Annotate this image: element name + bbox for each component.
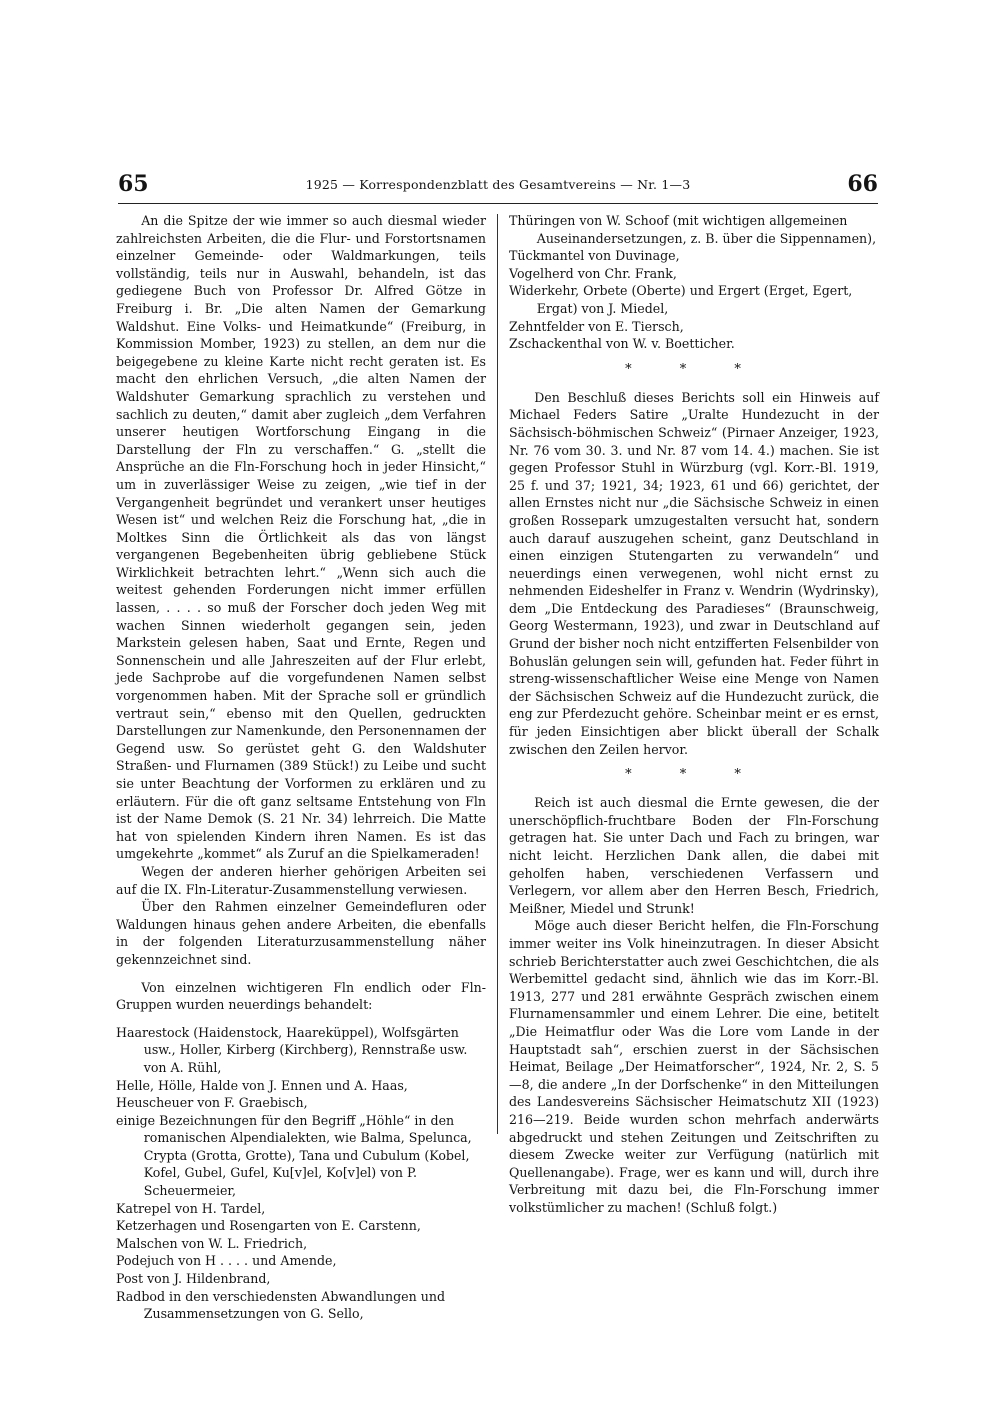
paragraph: Den Beschluß dieses Berichts soll ein Hinweis auf Michael Feders Satire „Uralte Hundezucht in der Sächsisch-böhmischen Schweiz“ (Pirnaer Anzeiger, 1923, Nr. 76 vom 30. 3. und Nr. 87 vom 14. 4.) machen. Sie ist gegen Professor Stuhl in Würzburg (vgl. Korr.-Bl. 1919, 25 f. und 37; 1921, 34; 1923, 61 und 66) gerichtet, der allen Ernstes nicht nur „die Sächsische Schweiz in einen großen Rossepark umzugestalten versucht hat, sondern auch darauf auszugehen scheint, ganz Deutschland in einen einzigen Stutengarten zu verwandeln“ und neuerdings einen verwegenen, wohl nicht ernst zu nehmenden Eideshelfer in Franz v. Wendrin (Wydrinsky), dem „Die Entdeckung des Paradieses“ (Braunschweig, Georg Westermann, 1923), und zwar in Deutschland auf Grund der bisher noch nicht entzifferten Felsenbilder von Bohuslän gelungen sein will, gefunden hat. Feder führt in streng-wissenschaftlicher Weise eine Menge von Namen der Sächsischen Schweiz auf die Hundezucht zurück, die eng zur Pferdezucht gehöre. Scheinbar meint er es ernst, für jeden Einsichtigen aber blickt überall der Schalk zwischen den Zeilen hervor. [509,389,879,757]
paragraph: Reich ist auch diesmal die Ernte gewesen, die der unerschöpflich-fruchtbare Boden der Fln-Forschung getragen hat. Sie unter Dach und Fach zu bringen, war nicht leicht. Herzlichen Dank allen, die dabei mit geholfen haben, verschiedenen Verfassern und Verlegern, vor allem aber den Herren Besch, Friedrich, Meißner, Miedel und Strunk! [509,795,879,916]
left-column [116,212,486,1323]
list-item: Radbod in den verschiedensten Abwandlungen und Zusammensetzungen von G. Sello, [116,1288,446,1322]
list-item: Ketzerhagen und Rosengarten von E. Carstenn, [116,1218,421,1234]
list-item: Heuscheuer von F. Graebisch, [116,1095,308,1111]
paragraph: An die Spitze der wie immer so auch diesmal wieder zahlreichsten Arbeiten, die die Flur- und Forstortsnamen einzelner Gemeinde- oder Waldmarkungen, teils vollständig, teils nur in Auswahl, behandeln, ist das gediegene Buch von Professor Dr. Alfred Götze in Freiburg i. Br. „Die alten Namen der Gemarkung Waldshut. Eine Volks- und Heimatkunde“ (Freiburg, in Kommission Momber, 1923) zu stellen, an dem nur die beigegebene zu kleine Karte nicht recht geraten ist. Es macht den ehrlichen Versuch, „die alten Namen der Waldshuter Gemarkung sprachlich zu verstehen und sachlich zu deuten,“ damit aber zugleich „dem Verfahren unserer heutigen Wortforschung Eingang in die Darstellung der Fln zu verschaffen.“ G. „stellt die Ansprüche an die Fln-Forschung hoch in jeder Hinsicht,“ um in zuverlässiger Weise zu zeigen, „wie tief in der Vergangenheit begründet und verankert unser heutiges Wesen ist“ und welchen Reiz die Forschung hat, „die in Moltkes Sinn die Örtlichkeit als das von längst vergangenen Begebenheiten übrig gebliebene Stück Wirklichkeit betrachten lehrt.“ „Wenn sich auch die weitest gehenden Forderungen nicht immer erfüllen lassen, . . . . so muß der Forscher doch jeden Weg mit wachen Sinnen wiederholt gegangen sein, jeden Markstein gelesen haben, Saat und Ernte, Regen und Sonnenschein und alle Jahreszeiten auf der Flur erlebt, jede Sachprobe auf die vorgefundenen Namen selbst vorgenommen haben. Mit der Sprache soll er gründlich vertraut sein,“ ebenso mit den Quellen, gedruckten Darstellungen zur Namenkunde, den Personennamen der Gegend usw. So gerüstet geht G. den Waldshuter Straßen- und Flurnamen (389 Stück!) zu Leibe und sucht sie unter Beachtung der Vorformen zu erklären und zu erläutern. Für die oft ganz seltsame Entstehung von Fln ist der Name Demok (S. 21 Nr. 34) lehrreich. Die Matte hat von spielenden Kindern ihren Namen. Es ist das umgekehrte „kommet“ als Zuruf an die Spielkameraden! [116,213,486,862]
running-title: 1925 — Korrespondenzblatt des Gesamtvereins — Nr. 1—3 [305,177,691,192]
list-item: Katrepel von H. Tardel, [116,1200,266,1216]
list-item: Podejuch von H . . . . und Amende, [116,1253,337,1269]
section-separator: * * * [625,767,763,783]
list-item: Malschen von W. L. Friedrich, [116,1235,308,1251]
list-item: Zehntfelder von E. Tiersch, [509,318,684,334]
list-item: einige Bezeichnungen für den Begriff „Höhle“ in den romanischen Alpendialekten, wie Balma, Spelunca, Crypta (Grotta, Grotte), Tana und Cubulum (Kobel, Kofel, Gubel, Gufel, Ku[v]el, Ko[v]el) von P. Scheuermeier, [116,1112,472,1199]
column-divider [497,214,498,1134]
list-item: Thüringen von W. Schoof (mit wichtigen allgemeinen Auseinandersetzungen, z. B. über die Sippennamen), [509,213,877,246]
list-item: Helle, Hölle, Halde von J. Ennen und A. Haas, [116,1077,408,1093]
list-item: Post von J. Hildenbrand, [116,1271,271,1287]
fln-list-continued [509,212,879,353]
page-number-right: 66 [847,171,878,197]
list-item: Widerkehr, Orbete (Oberte) und Ergert (Erget, Egert, Ergat) von J. Miedel, [509,283,853,316]
list-item: Vogelherd von Chr. Frank, [509,265,677,281]
paragraph: Über den Rahmen einzelner Gemeindefluren oder Waldungen hinaus gehen andere Arbeiten, die ebenfalls in der folgenden Literaturzusammenstellung näher gekennzeichnet sind. [116,899,486,967]
right-column [509,212,879,1216]
paragraph: Von einzelnen wichtigeren Fln endlich oder Fln-Gruppen wurden neuerdings behandelt: [116,979,486,1013]
paragraph: Wegen der anderen hierher gehörigen Arbeiten sei auf die IX. Fln-Literatur-Zusammenstellung verwiesen. [116,863,486,897]
page-header [118,171,878,201]
header-rule [118,203,878,204]
list-item: Zschackenthal von W. v. Boetticher. [509,336,735,352]
section-separator: * * * [625,361,763,377]
paragraph: Möge auch dieser Bericht helfen, die Fln-Forschung immer weiter ins Volk hineinzutragen. In dieser Absicht schrieb Berichterstatter auch zwei Geschichtchen, die als Werbemittel gedacht sind, ähnlich wie das im Korr.-Bl. 1913, 277 und 281 erwähnte Gespräch zwischen einem Flurnamensammler und einem Lehrer. Die eine, betitelt „Die Heimatflur oder Was die Lore vom Lande in der Hauptstadt sah“, erschien zuerst in der Sächsischen Heimat, Beilage „Der Heimatforscher“, 1924, Nr. 2, S. 5—8, die andere „In der Dorfschenke“ in den Mitteilungen des Landesvereins Sächsischer Heimatschutz XII (1923) 216—219. Beide wurden schon mehrfach anderwärts abgedruckt und stehen Zeitungen und Zeitschriften zu diesem Zwecke weiter zur Verfügung (natürlich mit Quellenangabe). Frage, wer es kann und will, durch ihre Verbreitung mit dazu bei, die Fln-Forschung immer volkstümlicher zu machen! (Schluß folgt.) [509,918,879,1215]
page-number-left: 65 [118,171,149,197]
fln-list [116,1024,486,1323]
list-item: Haarestock (Haidenstock, Haareküppel), Wolfsgärten usw., Holler, Kirberg (Kirchberg), Rennstraße usw. von A. Rühl, [116,1024,468,1075]
list-item: Tückmantel von Duvinage, [509,248,680,264]
